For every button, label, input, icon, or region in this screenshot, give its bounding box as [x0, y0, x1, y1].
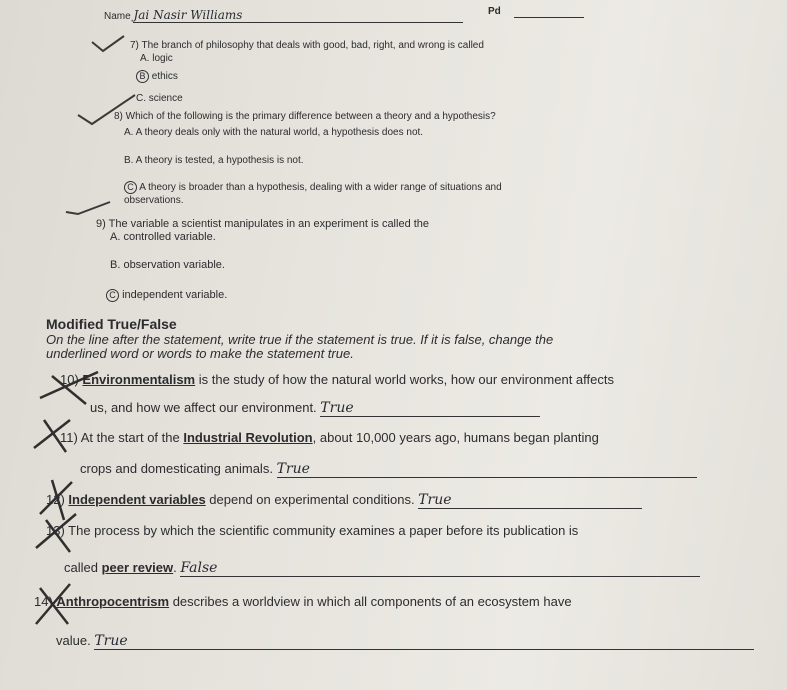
question-9: 9) The variable a scientist manipulates in an experiment is called the	[96, 218, 430, 230]
q14-answer[interactable]: True	[94, 633, 754, 650]
q11-number: 11)	[60, 430, 78, 445]
q13-text: The process by which the scientific community examines a paper before its publication is	[64, 523, 579, 538]
section-instructions-2: underlined word or words to make the statement true.	[46, 346, 354, 361]
q12-text: depend on experimental conditions.	[205, 492, 415, 507]
q13-number: 13)	[46, 523, 65, 538]
q8-option-a[interactable]: A. A theory deals only with the natural world, a hypothesis does not.	[124, 127, 424, 138]
question-14-line2	[56, 633, 754, 650]
q14-text-line2: value.	[56, 633, 91, 648]
q10-text-line2: us, and how we affect our environment.	[90, 400, 317, 415]
q10-text: is the study of how the natural world works, how our environment affects	[195, 372, 614, 387]
q12-number: 12)	[46, 492, 65, 507]
check-mark-9	[66, 202, 110, 214]
period-label: Pd	[488, 6, 501, 17]
q7-option-b[interactable]	[136, 70, 178, 83]
q14-number: 14)	[34, 594, 53, 609]
q7-option-b-text: ethics	[151, 71, 178, 82]
period-row	[488, 6, 584, 18]
q10-number: 10)	[60, 372, 79, 387]
question-10-line2	[90, 400, 540, 417]
q12-underlined: Independent variables	[68, 492, 206, 507]
q13-line2-post: .	[173, 560, 177, 575]
q12-answer[interactable]: True	[418, 492, 642, 509]
q13-answer[interactable]: False	[180, 560, 700, 577]
question-13	[46, 523, 578, 538]
q11-text: , about 10,000 years ago, humans began planting	[312, 430, 599, 445]
q10-underlined: Environmentalism	[82, 372, 196, 387]
question-7: 7) The branch of philosophy that deals with good, bad, right, and wrong is called	[130, 40, 484, 51]
question-11-line2	[80, 461, 697, 478]
name-field[interactable]: Jai Nasir Williams	[133, 8, 463, 23]
name-label: Name	[104, 11, 131, 22]
name-row	[104, 8, 463, 23]
q7-option-b-letter: B	[136, 70, 149, 83]
question-12	[46, 492, 642, 509]
q14-text: describes a worldview in which all components of an ecosystem have	[169, 594, 572, 609]
q7-option-c[interactable]: C. science	[136, 93, 183, 104]
q9-option-b[interactable]: B. observation variable.	[110, 259, 225, 271]
q13-underlined: peer review	[101, 560, 174, 575]
question-10	[60, 372, 614, 387]
q11-underlined: Industrial Revolution	[183, 430, 313, 445]
q8-option-c-letter: C	[124, 181, 137, 194]
question-13-line2	[64, 560, 700, 577]
q7-option-a[interactable]: A. logic	[140, 53, 173, 64]
q8-option-c-cont: observations.	[124, 195, 184, 206]
check-mark-7	[92, 36, 124, 51]
section-title: Modified True/False	[46, 316, 177, 332]
question-11	[60, 430, 599, 445]
q13-line2-pre: called	[64, 560, 102, 575]
q10-answer[interactable]: True	[320, 400, 540, 417]
q8-option-b[interactable]: B. A theory is tested, a hypothesis is not.	[124, 155, 304, 166]
q9-option-a[interactable]: A. controlled variable.	[110, 231, 216, 243]
q9-option-c[interactable]	[106, 289, 227, 302]
q14-underlined: Anthropocentrism	[56, 594, 170, 609]
section-instructions-1: On the line after the statement, write true if the statement is true. If it is false, change the	[46, 332, 554, 347]
q9-option-c-text: independent variable.	[122, 289, 228, 301]
question-8: 8) Which of the following is the primary difference between a theory and a hypothesis?	[114, 111, 496, 122]
q9-option-c-letter: C	[106, 289, 119, 302]
question-14	[34, 594, 572, 609]
q8-option-c-text: A theory is broader than a hypothesis, dealing with a wider range of situations and	[139, 182, 502, 193]
q11-pre: At the start of the	[77, 430, 184, 445]
period-field[interactable]	[514, 6, 584, 18]
q11-answer[interactable]: True	[277, 461, 697, 478]
q11-text-line2: crops and domesticating animals.	[80, 461, 273, 476]
q8-option-c[interactable]	[124, 181, 502, 194]
